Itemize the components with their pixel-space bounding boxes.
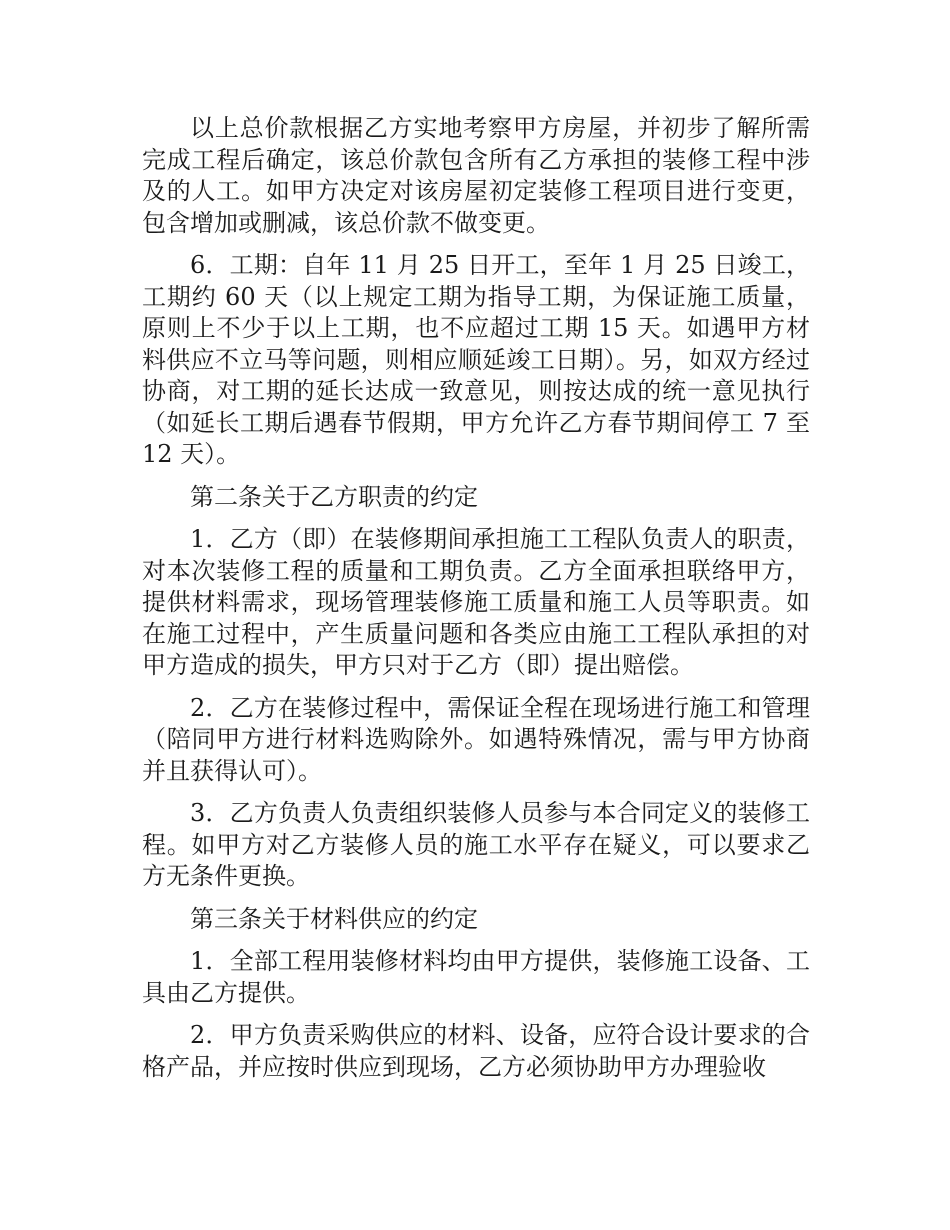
paragraph-total-price: 以上总价款根据乙方实地考察甲方房屋，并初步了解所需完成工程后确定，该总价款包含所有乙方承担的装修工程中涉及的人工。如甲方决定对该房屋初定装修工程项目进行变更，包含增加或删减，该总价款不做变更。	[142, 114, 810, 237]
paragraph-article-3-item-2: 2．甲方负责采购供应的材料、设备，应符合设计要求的合格产品，并应按时供应到现场，乙方必须协助甲方办理验收	[142, 1021, 810, 1081]
paragraph-article-2-item-2: 2．乙方在装修过程中，需保证全程在现场进行施工和管理（陪同甲方进行材料选购除外。如遇特殊情况，需与甲方协商并且获得认可）。	[142, 693, 810, 785]
paragraph-construction-period: 6．工期：自年 11 月 25 日开工，至年 1 月 25 日竣工，工期约 60 天（以上规定工期为指导工期，为保证施工质量，原则上不少于以上工期，也不应超过工期 15 天。如遇甲方材料供应不立马等问题，则相应顺延竣工日期）。另，如双方经过协商，对工期的延长达成一致意见，则按达成的统一意见执行（如延长工期后遇春节假期，甲方允许乙方春节期间停工 7 至 12 天）。	[142, 251, 810, 468]
section-heading-article-2: 第二条关于乙方职责的约定	[190, 482, 478, 511]
document-body	[142, 113, 810, 1094]
paragraph-article-2-item-3: 3．乙方负责人负责组织装修人员参与本合同定义的装修工程。如甲方对乙方装修人员的施工水平存在疑义，可以要求乙方无条件更换。	[142, 799, 810, 890]
paragraph-article-3-item-1: 1．全部工程用装修材料均由甲方提供，装修施工设备、工具由乙方提供。	[142, 947, 810, 1007]
paragraph-article-2-item-1: 1．乙方（即）在装修期间承担施工工程队负责人的职责，对本次装修工程的质量和工期负责。乙方全面承担联络甲方，提供材料需求，现场管理装修施工质量和施工人员等职责。如在施工过程中，产生质量问题和各类应由施工工程队承担的对甲方造成的损失，甲方只对于乙方（即）提出赔偿。	[142, 525, 810, 679]
section-heading-article-3: 第三条关于材料供应的约定	[190, 904, 478, 933]
